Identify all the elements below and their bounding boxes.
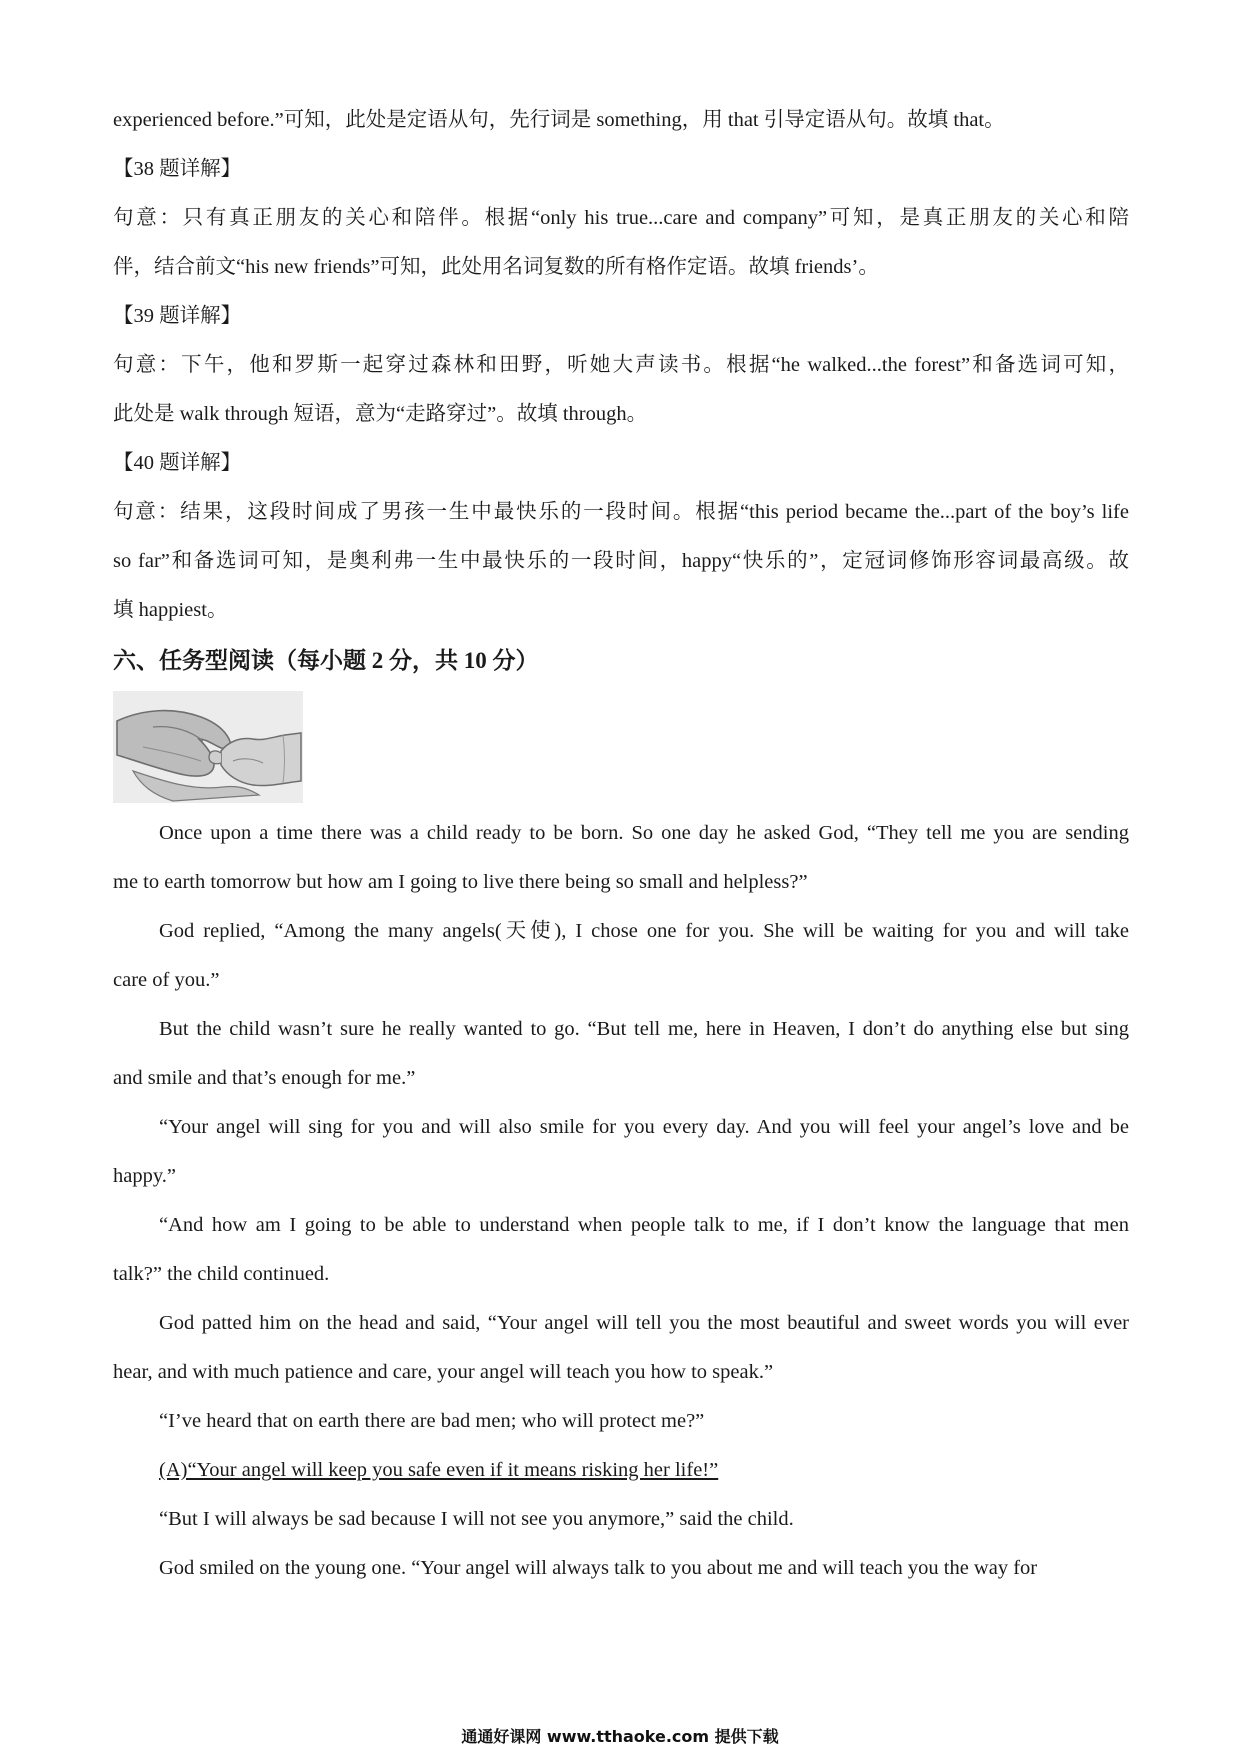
q38-line-2: 伴，结合前文“his new friends”可知，此处用名词复数的所有格作定语。故填 friends’。: [113, 256, 879, 278]
hands-icon: [113, 691, 303, 803]
explanation-intro-line: experienced before.”可知，此处是定语从句，先行词是 something，用 that 引导定语从句。故填 that。: [113, 109, 1005, 131]
underlined-sentence-a: (A)“Your angel will keep you safe even if it means risking her life!”: [159, 1459, 719, 1481]
passage-p4-line-1: “Your angel will sing for you and will also smile for you every day. And you will feel your angel’s love and be: [159, 1116, 1129, 1138]
q40-line-3: 填 happiest。: [113, 599, 228, 621]
q39-line-2: 此处是 walk through 短语，意为“走路穿过”。故填 through。: [113, 403, 648, 425]
page-content: [113, 96, 1129, 1593]
section-title: 六、任务型阅读（每小题 2 分，共 10 分）: [113, 648, 539, 673]
passage-p4-line-2: happy.”: [113, 1165, 176, 1187]
q40-line-1: 句意：结果，这段时间成了男孩一生中最快乐的一段时间。根据“this period became the...part of the boy’s life: [113, 501, 1129, 523]
passage-p6-line-2: hear, and with much patience and care, your angel will teach you how to speak.”: [113, 1361, 774, 1383]
passage-p5-line-1: “And how am I going to be able to understand when people talk to me, if I don’t know the language that men: [159, 1214, 1129, 1236]
passage-p2-line-2: care of you.”: [113, 969, 220, 991]
passage-p5-line-2: talk?” the child continued.: [113, 1263, 330, 1285]
passage-p3-line-1: But the child wasn’t sure he really wanted to go. “But tell me, here in Heaven, I don’t do anything else but sing: [159, 1018, 1129, 1040]
q39-line-1: 句意：下午，他和罗斯一起穿过森林和田野，听她大声读书。根据“he walked...the forest”和备选词可知，: [113, 354, 1129, 376]
passage-p2-line-1: God replied, “Among the many angels(天使), I chose one for you. She will be waiting for you and will take: [159, 920, 1129, 942]
q39-heading: 【39 题详解】: [113, 305, 242, 327]
page-footer: 通通好课网 www.tthaoke.com 提供下载: [461, 1727, 779, 1746]
passage-p1-line-2: me to earth tomorrow but how am I going to live there being so small and helpless?”: [113, 871, 808, 893]
q40-line-2: so far”和备选词可知，是奥利弗一生中最快乐的一段时间，happy“快乐的”，定冠词修饰形容词最高级。故: [113, 550, 1129, 572]
passage-p9: “But I will always be sad because I will not see you anymore,” said the child.: [159, 1508, 794, 1530]
passage-p1-line-1: Once upon a time there was a child ready to be born. So one day he asked God, “They tell me you are sending: [159, 822, 1129, 844]
passage-p7: “I’ve heard that on earth there are bad men; who will protect me?”: [159, 1410, 705, 1432]
passage-p10: God smiled on the young one. “Your angel will always talk to you about me and will teach you the way for: [159, 1557, 1038, 1579]
passage-p8-underlined-sentence: [113, 1446, 1129, 1495]
passage-p3-line-2: and smile and that’s enough for me.”: [113, 1067, 416, 1089]
q38-line-1: 句意：只有真正朋友的关心和陪伴。根据“only his true...care and company”可知，是真正朋友的关心和陪: [113, 207, 1129, 229]
q38-heading: 【38 题详解】: [113, 158, 242, 180]
q40-heading: 【40 题详解】: [113, 452, 242, 474]
passage-p6-line-1: God patted him on the head and said, “Your angel will tell you the most beautiful and sweet words you will ever: [159, 1312, 1129, 1334]
